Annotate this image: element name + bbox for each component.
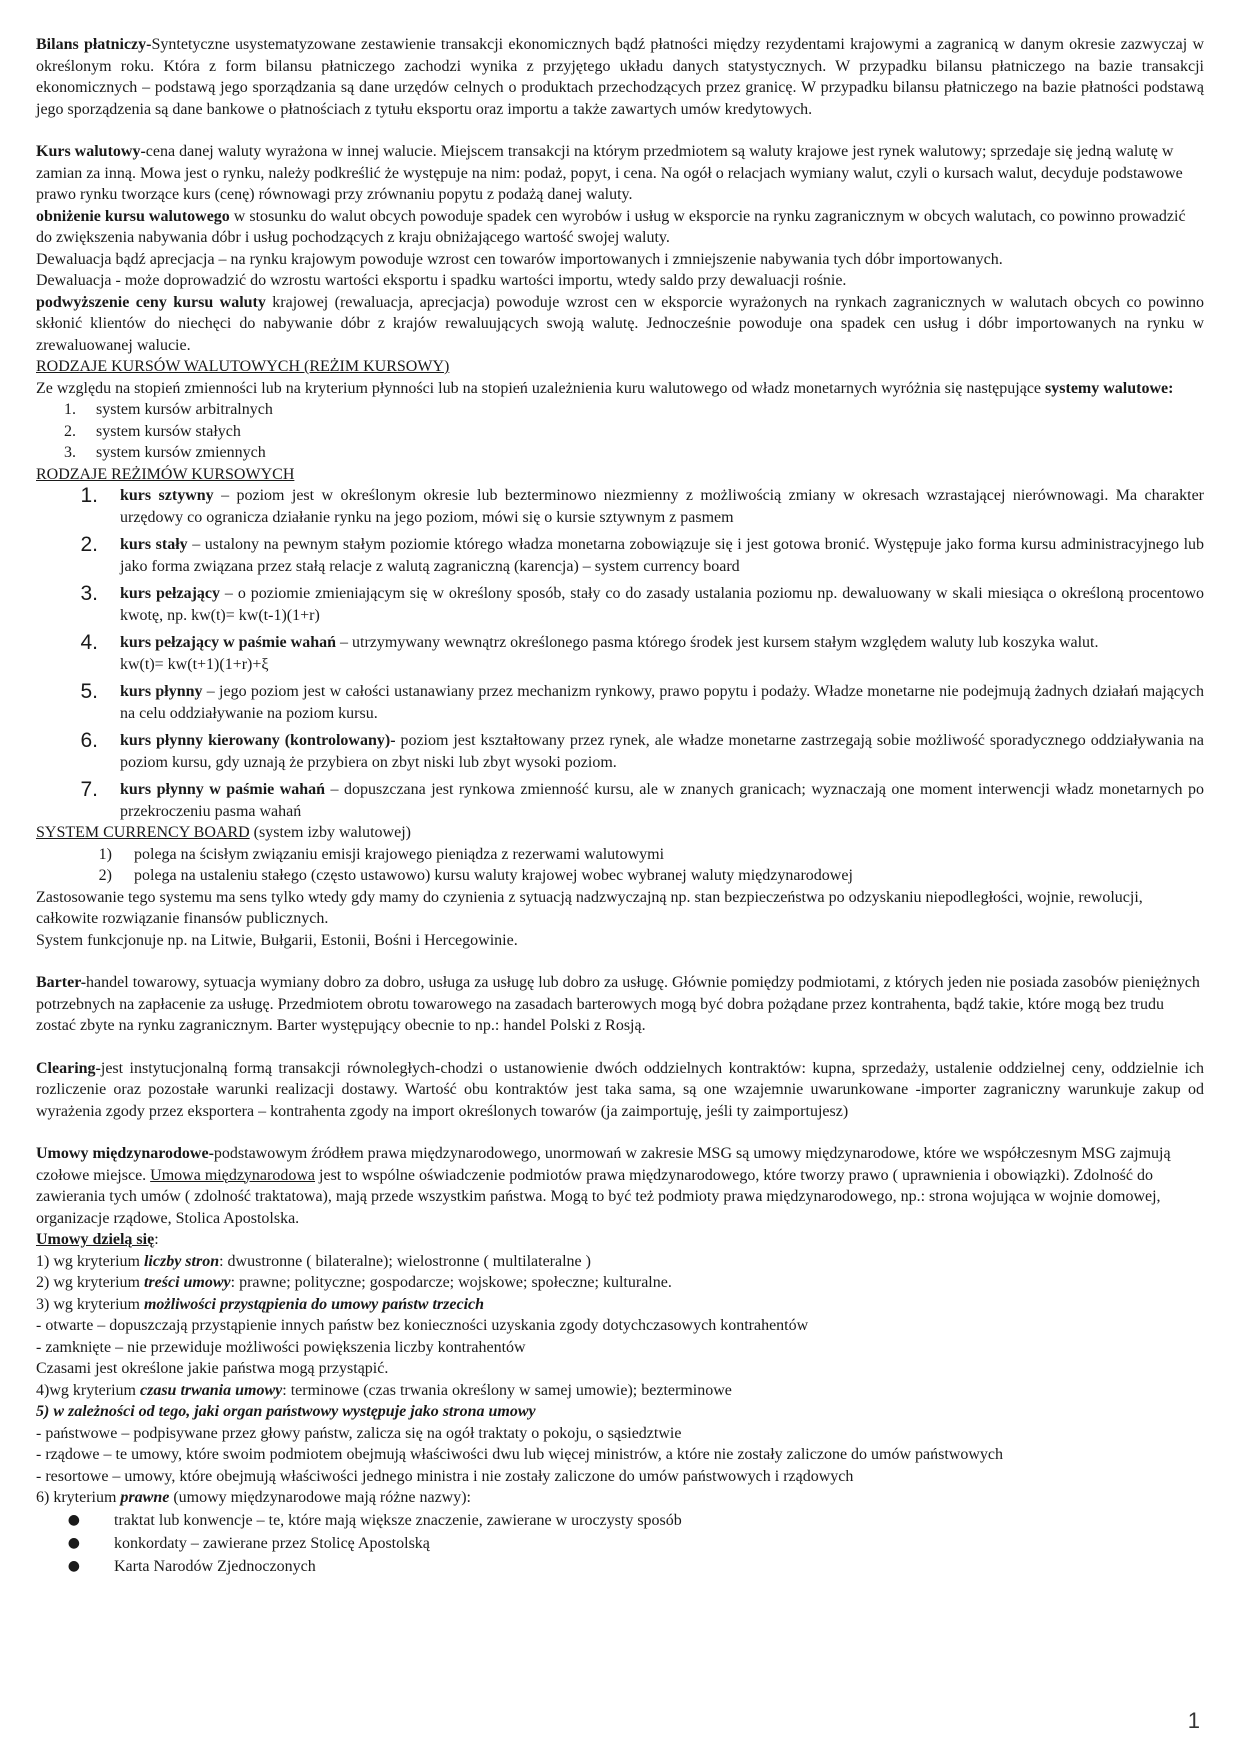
kryterium-5: 5) w zależności od tego, jaki organ państwowy występuje jako strona umowy [36, 1403, 536, 1420]
bullet-icon: ● [67, 1511, 80, 1528]
kryterium-1: 1) wg kryterium liczby stron: dwustronne ( bilateralne); wielostronne ( multilateralne ) [36, 1252, 591, 1270]
list-item: 2) polega na ustaleniu stałego (często ustawowo) kursu waluty krajowej wobec wybranej waluty międzynarodowej [98, 867, 853, 884]
list-item: 1. system kursów arbitralnych [64, 401, 273, 418]
kryterium-4: 4)wg kryterium czasu trwania umowy: terminowe (czas trwania określony w samej umowie); bezterminowe [36, 1381, 732, 1399]
obnizenie-text: w stosunku do walut obcych powoduje spadek cen wyrobów i usług w eksporcie na rynku zagranicznym w obcych walutach, co powinno prowadzić do zwiększenia nabywania dóbr i usług pochodzących z kraju obniżającego wartość swojej waluty. [36, 207, 1186, 246]
kryterium-3b: - zamknięte – nie przewiduje możliwości powiększenia liczby kontrahentów [36, 1338, 526, 1356]
currency-board-list [36, 844, 1204, 887]
list-item: ● traktat lub konwencje – te, które mają większe znaczenie, zawierane w uroczysty sposób [36, 1509, 1204, 1532]
kryterium-3c: Czasami jest określone jakie państwa mogą przystąpić. [36, 1360, 389, 1377]
rodzaje-kursow-heading: RODZAJE KURSÓW WALUTOWYCH (REŻIM KURSOWY) [36, 358, 450, 375]
kryterium-3a: - otwarte – dopuszczają przystąpienie innych państw bez konieczności uzyskania zgody dotychczasowych kontrahentów [36, 1317, 809, 1334]
bilans-paragraph [36, 34, 1204, 120]
kryterium-3: 3) wg kryterium możliwości przystąpienia do umowy państw trzecich [36, 1295, 485, 1313]
kurs-term: Kurs walutowy- [36, 143, 146, 160]
bullet-icon: ● [67, 1557, 80, 1574]
page-number: 1 [1187, 1708, 1200, 1733]
umowa-link-text: Umowa międzynarodowa [150, 1166, 316, 1184]
podwyzszenie-paragraph [36, 292, 1204, 357]
kryterium-5a: - państwowe – podpisywane przez głowy państw, zalicza się na ogół traktaty o pokoju, o sąsiedztwie [36, 1424, 682, 1442]
list-item: 4. kurs pełzający w paśmie wahań – utrzymywany wewnątrz określonego pasma którego środek jest kursem stałym względem waluty lub koszyka walut. kw(t)= kw(t+1)(1+r)+ξ [80, 631, 1099, 673]
umowy-dziela: Umowy dzielą się: [36, 1231, 159, 1248]
currency-board-text-2: System funkcjonuje np. na Litwie, Bułgarii, Estonii, Bośni i Hercegowinie. [36, 931, 518, 949]
list-item: 2. system kursów stałych [64, 422, 241, 440]
kurs-paragraph [36, 141, 1204, 206]
list-item: 1) polega na ścisłym związaniu emisji krajowego pieniądza z rezerwami walutowymi [98, 845, 665, 863]
rezimy-list [36, 485, 1204, 822]
list-item: 2. kurs stały – ustalony na pewnym stałym poziomie którego władza monetarna zobowiązuje się i jest gotowa bronić. Występuje jako forma kursu administracyjnego lub jako forma związana przez stałą relacje z walutą zagraniczną (karencja) – system currency board [80, 533, 1205, 575]
list-item: 7. kurs płynny w paśmie wahań – dopuszczana jest rynkowa zmienność kursu, ale w znanych granicach; wyznaczają one moment interwencji władz monetarnych po przekroczeniu pasma wahań [80, 778, 1205, 820]
list-item: 1. kurs sztywny – poziom jest w określonym okresie lub bezterminowo niezmienny z możliwością zmiany w okresach wzrastającej nierównowagi. Ma charakter urzędowy co ogranicza działanie rynku na jego poziom, mówi się o kursie sztywnym z pasmem [80, 484, 1205, 526]
kryterium-6: 6) kryterium prawne (umowy międzynarodowe mają różne nazwy): [36, 1489, 471, 1506]
podwyzszenie-text: krajowej (rewaluacja, aprecjacja) powoduje wzrost cen w eksporcie wyrażonych na rynkach zagranicznych w walutach obcych co powinno skłonić klientów do niechęci do nabywanie dóbr z krajów rewaluujących swoją walutę. Jednocześnie powoduje ona spadek cen usług i dóbr importowanych na rynku w zrewaluowanej walucie. [36, 293, 1204, 354]
list-item: 3. system kursów zmiennych [64, 444, 266, 461]
list-item: 6. kurs płynny kierowany (kontrolowany)- poziom jest kształtowany przez rynek, ale władze monetarne zastrzegają sobie możliwość sporadycznego oddziaływania na poziom kursu, gdy uznają że przybiera on zbyt niski lub zbyt wysoki poziom. [80, 729, 1205, 771]
dewaluacja-paragraph-2: Dewaluacja - może doprowadzić do wzrostu wartości eksportu i spadku wartości importu, wtedy saldo przy dewaluacji rośnie. [36, 272, 847, 289]
systemy-walutowe-list [36, 399, 1204, 464]
formula: kw(t)= kw(t+1)(1+r)+ξ [120, 655, 269, 673]
rodzaje-kursow-intro: Ze względu na stopień zmienności lub na kryterium płynności lub na stopień uzależnienia kuru walutowego od władz monetarnych wyróżnia się następujące systemy walutowe: [36, 379, 1174, 397]
dewaluacja-paragraph-1: Dewaluacja bądź aprecjacja – na rynku krajowym powoduje wzrost cen towarów importowanych i zmniejszenie nabywania tych dóbr importowanych. [36, 250, 1003, 268]
bilans-term: Bilans płatniczy- [36, 36, 152, 53]
podwyzszenie-term: podwyższenie ceny kursu waluty [36, 293, 266, 311]
bullet-icon: ● [67, 1534, 80, 1551]
obnizenie-paragraph [36, 206, 1204, 249]
kurs-text: cena danej waluty wyrażona w innej walucie. Miejscem transakcji na którym przedmiotem są waluty krajowe jest rynek walutowy; sprzedaje się jedną walutę w zamian za inną. Mowa jest o rynku, należy podkreślić że występuje na nim: podaż, popyt, i cena. Na ogół o relacjach wymiany walut, czyli o kursach walut, decyduje podstawowe prawo rynku tworzące kurs (cenę) równowagi przy zrównaniu popytu z podażą danej waluty. [36, 143, 1183, 203]
list-item: ● Karta Narodów Zjednoczonych [36, 1555, 1204, 1578]
currency-board-heading: SYSTEM CURRENCY BOARD (system izby walutowej) [36, 824, 411, 841]
umowy-paragraph: Umowy międzynarodowe-podstawowym źródłem prawa międzynarodowego, unormowań w zakresie MSG są umowy międzynarodowe, które we współczesnym MSG zajmują czołowe miejsce. Umowa międzynarodowa jest to wspólne oświadczenie podmiotów prawa międzynarodowego, które tworzy prawo ( uprawnienia i obowiązki). Zdolność do zawierania tych umów ( zdolność traktatowa), mają przede wszystkim państwa. Mogą to być też podmioty prawa międzynarodowego, np.: strona wojująca w wojnie domowej, organizacje rządowe, Stolica Apostolska. [36, 1145, 1171, 1227]
kryterium-2: 2) wg kryterium treści umowy: prawne; polityczne; gospodarcze; wojskowe; społeczne; kulturalne. [36, 1274, 672, 1291]
obnizenie-term: obniżenie kursu walutowego [36, 207, 230, 225]
list-item: 5. kurs płynny – jego poziom jest w całości ustanawiany przez mechanizm rynkowy, prawo popytu i podaży. Władze monetarne nie podejmują żadnych działań mających na celu oddziaływanie na poziom kursu. [80, 680, 1205, 722]
barter-paragraph: Barter-handel towarowy, sytuacja wymiany dobro za dobro, usługa za usługę lub dobro za usługę. Głównie pomiędzy podmiotami, z których jeden nie posiada zasobów pieniężnych potrzebnych na zapłacenie za usługę. Przedmiotem obrotu towarowego na zasadach barterowych mogą być dobra pożądane przez kontrahenta, bądź takie, które mogą bez trudu zostać zbyte na rynku zagranicznym. Barter występujący obecnie to np.: handel Polski z Rosją. [36, 974, 1200, 1034]
kryterium-5b: - rządowe – te umowy, które swoim podmiotem obejmują właściwości dwu lub więcej ministrów, a które nie zostały zaliczone do umów państwowych [36, 1446, 1004, 1463]
document-page [36, 34, 1204, 1578]
kryterium-5c: - resortowe – umowy, które obejmują właściwości jednego ministra i nie zostały zaliczone do umów państwowych i rządowych [36, 1467, 854, 1485]
currency-board-text-1: Zastosowanie tego systemu ma sens tylko wtedy gdy mamy do czynienia z sytuacją nadzwyczajną np. stan bezpieczeństwa po odzyskaniu niepodległości, wojnie, rewolucji, całkowite rozwiązanie finansów publicznych. [36, 888, 1143, 927]
clearing-paragraph: Clearing-jest instytucjonalną formą transakcji równoległych-chodzi o ustanowienie dwóch oddzielnych kontraktów: kupna, sprzedaży, ustalenie oddzielnej ceny, oddzielnie ich rozliczenie oraz pozostałe warunki realizacji dostawy. Wartość obu kontraktów jest taka sama, są one wzajemnie uwarunkowane -importer zagraniczny warunkuje zakup od wyrażenia zgody przez eksportera – kontrahenta zgody na import określonych towarów (ja zaimportuję, jeśli ty zaimportujesz) [36, 1059, 1204, 1120]
list-item: ● konkordaty – zawierane przez Stolicę Apostolską [36, 1532, 1204, 1555]
nazwy-umow-list [36, 1509, 1204, 1578]
list-item: 3. kurs pełzający – o poziomie zmieniającym się w określony sposób, stały co do zasady ustalania poziomu np. dewaluowany w skali miesiąca o określoną procentowo kwotę, np. kw(t)= kw(t-1)(1+r) [80, 582, 1205, 624]
rodzaje-rezimow-heading: RODZAJE REŻIMÓW KURSOWYCH [36, 465, 295, 483]
bilans-text: Syntetyczne usystematyzowane zestawienie transakcji ekonomicznych bądź płatności między rezydentami krajowymi a zagranicą w danym okresie zazwyczaj w określonym roku. Która z form bilansu płatniczego zachodzi wynika z przyjętego układu danych statystycznych. W przypadku bilansu płatniczego na bazie transakcji ekonomicznych – podstawą jego sporządzania są dane urzędów celnych o produktach przechodzących przez granicę. W przypadku bilansu płatniczego na bazie płatności podstawą jego sporządzenia są dane bankowe o płatnościach z tytułu eksportu oraz importu a także zawartych umów kredytowych. [36, 36, 1205, 118]
